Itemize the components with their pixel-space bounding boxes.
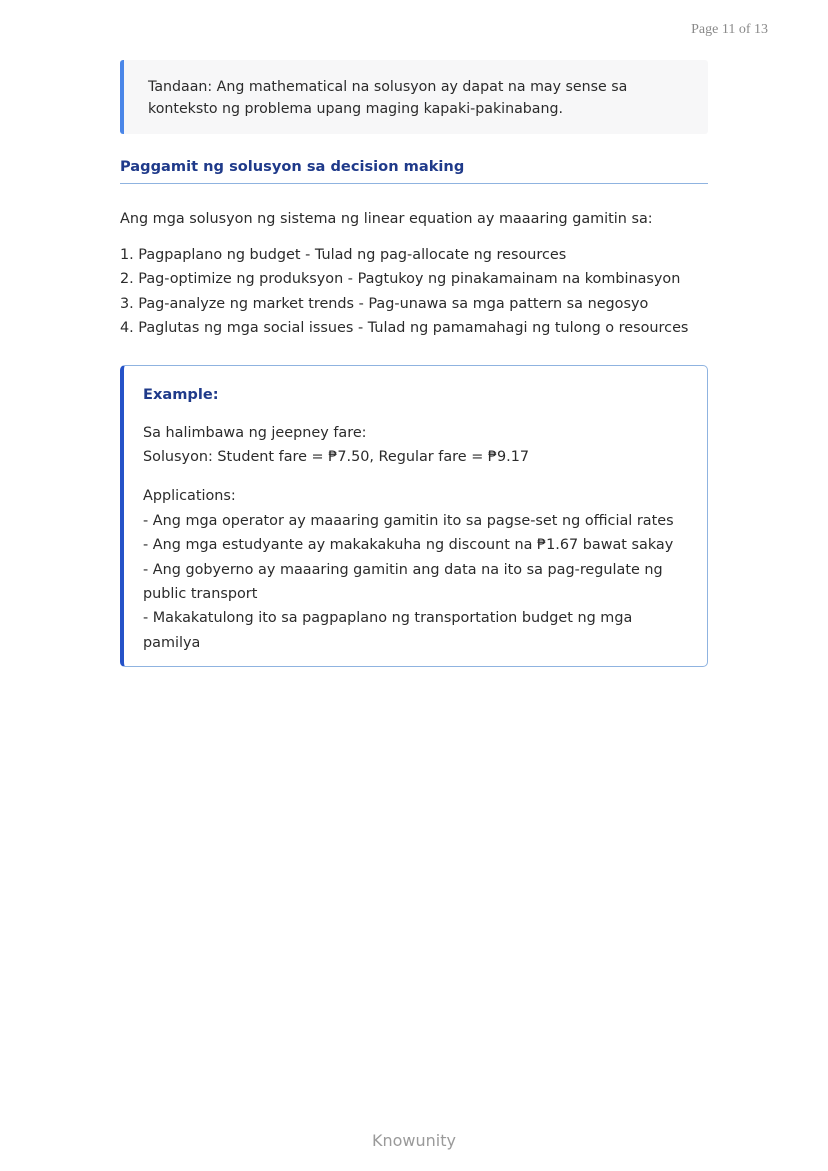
list-item: 4. Paglutas ng mga social issues - Tulad ng pamamahagi ng tulong o resources bbox=[120, 320, 689, 337]
note-text-line-1: Tandaan: Ang mathematical na solusyon ay dapat na may sense sa bbox=[148, 79, 628, 95]
footer-brand: Knowunity bbox=[372, 1131, 456, 1150]
application-item: - Ang mga estudyante ay makakakuha ng discount na ₱1.67 bawat sakay bbox=[143, 537, 674, 554]
example-description bbox=[143, 421, 687, 470]
page-number: Page 11 of 13 bbox=[691, 22, 768, 37]
application-item: - Ang gobyerno ay maaaring gamitin ang data na ito sa pag-regulate ng bbox=[143, 561, 663, 578]
example-solution: Solusyon: Student fare = ₱7.50, Regular fare = ₱9.17 bbox=[143, 449, 530, 466]
note-callout bbox=[120, 60, 708, 134]
example-applications bbox=[143, 484, 687, 655]
list-item: 1. Pagpaplano ng budget - Tulad ng pag-allocate ng resources bbox=[120, 247, 567, 263]
example-callout bbox=[120, 365, 708, 667]
application-item-continuation: public transport bbox=[143, 586, 258, 603]
note-text-line-2: konteksto ng problema upang maging kapaki-pakinabang. bbox=[148, 101, 564, 117]
example-line: Sa halimbawa ng jeepney fare: bbox=[143, 424, 367, 441]
applications-label: Applications: bbox=[143, 488, 236, 505]
section-intro: Ang mga solusyon ng sistema ng linear equation ay maaaring gamitin sa: bbox=[120, 211, 653, 227]
uses-list bbox=[120, 243, 708, 341]
application-item: - Makakatulong ito sa pagpaplano ng transportation budget ng mga pamilya bbox=[143, 610, 633, 651]
list-item: 3. Pag-analyze ng market trends - Pag-unawa sa mga pattern sa negosyo bbox=[120, 295, 649, 312]
example-title: Example: bbox=[143, 385, 219, 403]
list-item: 2. Pag-optimize ng produksyon - Pagtukoy ng pinakamainam na kombinasyon bbox=[120, 271, 681, 288]
application-item: - Ang mga operator ay maaaring gamitin ito sa pagse-set ng official rates bbox=[143, 512, 674, 529]
section-heading: Paggamit ng solusyon sa decision making bbox=[120, 158, 708, 184]
document-content bbox=[120, 60, 708, 667]
